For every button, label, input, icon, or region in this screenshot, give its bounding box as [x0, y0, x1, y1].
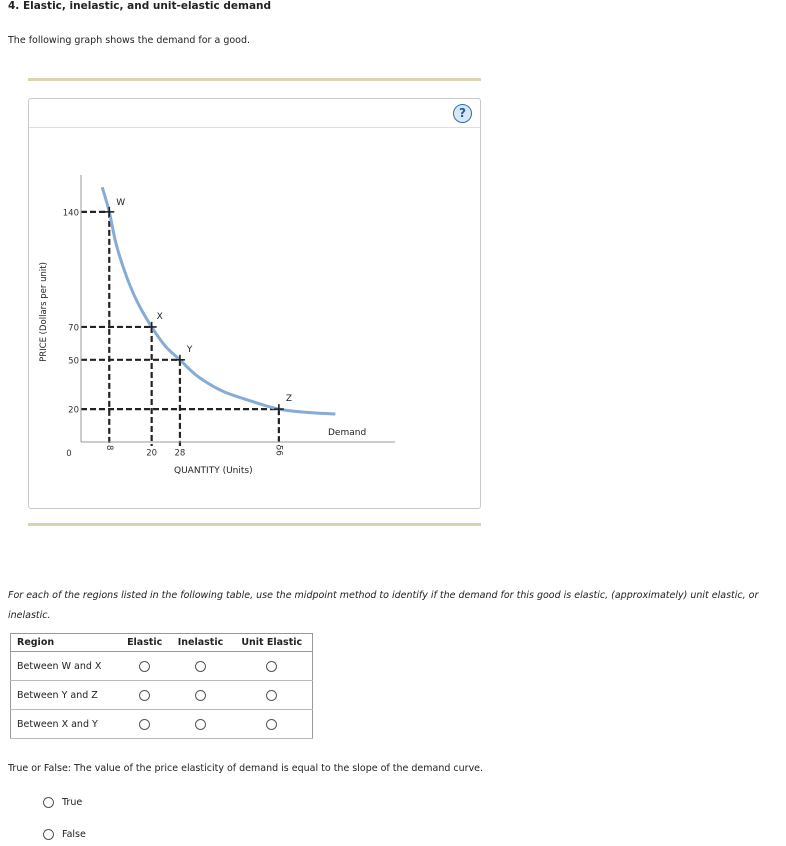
header-region: Region [11, 634, 120, 652]
y-axis-title: PRICE (Dollars per unit) [39, 262, 49, 362]
question-intro: The following graph shows the demand for a good. [8, 35, 251, 46]
radio-yz-unit-elastic[interactable] [266, 690, 277, 701]
demand-chart [29, 99, 480, 508]
point-label-w: W [116, 197, 126, 208]
instructions-text: For each of the regions listed in the following table, use the midpoint method to identify if the demand for this good is elastic, (approximately) unit elastic, or inelastic. [8, 590, 759, 621]
point-label-y: Y [186, 344, 193, 355]
option-false-label: False [62, 829, 86, 840]
region-label: Between Y and Z [11, 681, 120, 710]
top-divider [28, 78, 481, 81]
y-tick-label: 50 [68, 356, 79, 367]
elasticity-table [10, 633, 313, 739]
chart-labels [39, 198, 366, 476]
header-unit-elastic: Unit Elastic [231, 634, 312, 652]
header-inelastic: Inelastic [170, 634, 232, 652]
option-false[interactable] [43, 829, 86, 840]
graph-panel [28, 98, 481, 509]
radio-wx-unit-elastic[interactable] [266, 661, 277, 672]
x-axis-title: QUANTITY (Units) [174, 466, 253, 476]
header-elastic: Elastic [120, 634, 170, 652]
y-tick-label: 70 [68, 323, 79, 334]
region-label: Between W and X [11, 652, 120, 681]
option-true[interactable] [43, 797, 82, 808]
radio-wx-inelastic[interactable] [195, 661, 206, 672]
help-icon[interactable]: ? [453, 104, 472, 123]
y-tick-label: 20 [68, 405, 79, 416]
bottom-divider [28, 523, 481, 526]
radio-xy-inelastic[interactable] [195, 719, 206, 730]
table-row [11, 652, 313, 681]
point-label-z: Z [285, 394, 293, 405]
series-label-demand: Demand [328, 428, 367, 438]
true-false-question: True or False: The value of the price elasticity of demand is equal to the slope of the demand curve. [8, 763, 484, 774]
radio-wx-elastic[interactable] [139, 661, 150, 672]
point-label-x: X [156, 311, 163, 322]
table-row [11, 681, 313, 710]
radio-yz-inelastic[interactable] [195, 690, 206, 701]
x-tick-label: 28 [174, 448, 186, 459]
question-title: 4. Elastic, inelastic, and unit-elastic demand [8, 0, 272, 12]
x-tick-label: 56 [273, 445, 284, 456]
radio-true[interactable] [43, 797, 54, 808]
radio-xy-elastic[interactable] [139, 719, 150, 730]
chart-axes [81, 175, 395, 442]
guide-lines [81, 212, 279, 446]
radio-yz-elastic[interactable] [139, 690, 150, 701]
radio-false[interactable] [43, 829, 54, 840]
region-label: Between X and Y [11, 710, 120, 739]
origin-label: 0 [66, 449, 72, 459]
x-tick-label: 20 [146, 448, 158, 459]
demand-curve [102, 187, 335, 414]
radio-xy-unit-elastic[interactable] [266, 719, 277, 730]
table-row [11, 710, 313, 739]
option-true-label: True [62, 797, 83, 808]
y-tick-label: 140 [62, 208, 79, 219]
x-tick-label: 8 [103, 445, 114, 451]
